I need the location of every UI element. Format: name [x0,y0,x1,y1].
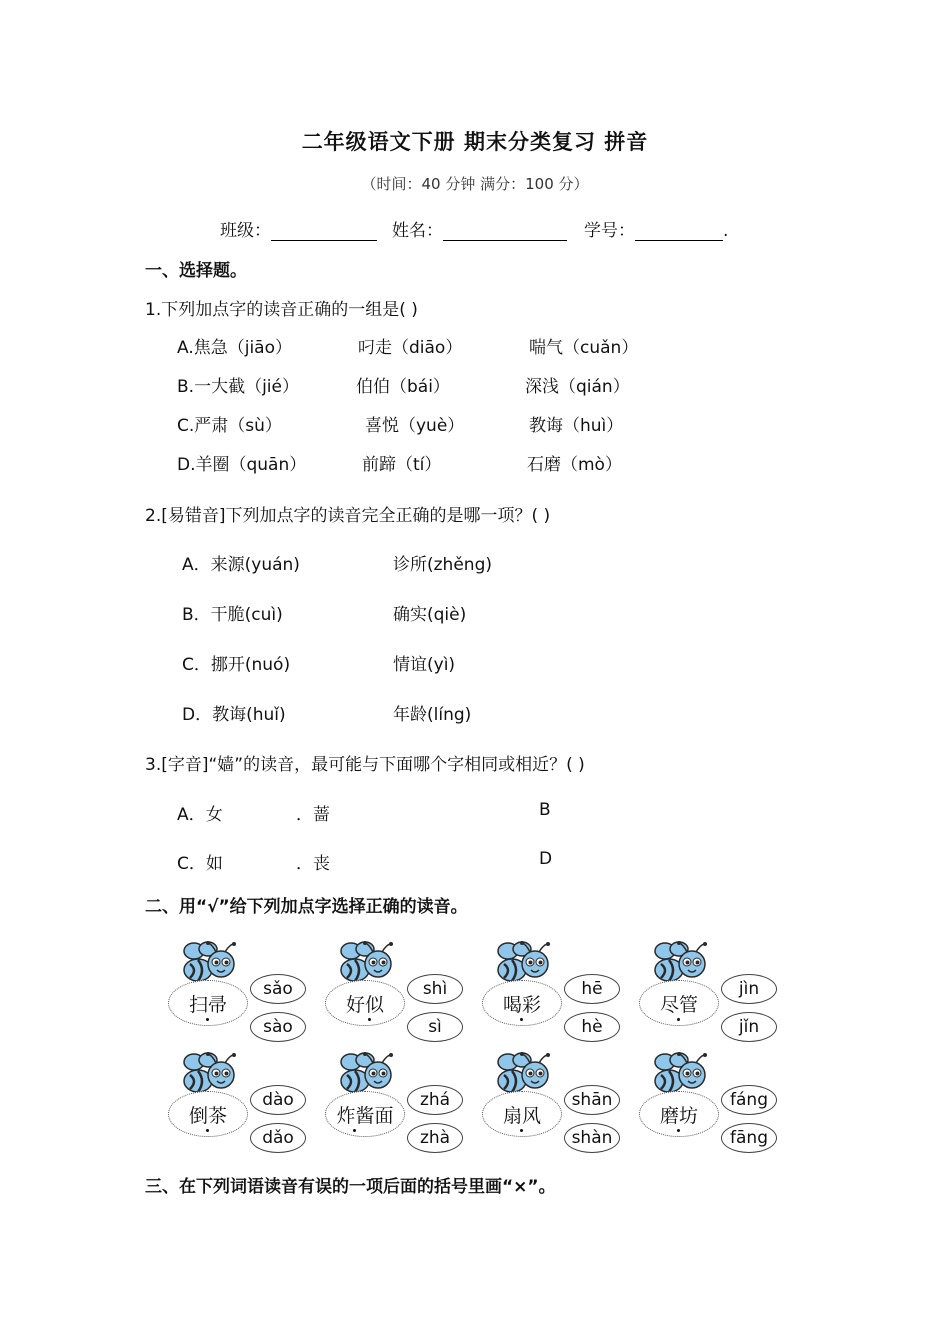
word-text: 扇风 [502,1104,541,1127]
pinyin-bottom-text: shàn [571,1128,613,1148]
pinyin-bottom-text: sì [428,1017,442,1037]
pinyin-bottom-text: zhà [419,1128,451,1148]
q1-option-b1[interactable]: B.一大截（jié） [177,377,299,397]
pinyin-item [168,946,328,1056]
pinyin-bottom-text: dǎo [262,1128,294,1148]
pinyin-top-text: jìn [738,979,760,999]
name-label: 姓名： [392,221,443,241]
q1-option-c1[interactable]: C.严肃（sù） [177,416,282,436]
q1-option-c2: 喜悦（yuè） [365,416,465,436]
word-text: 尽管 [659,993,698,1016]
pinyin-item [482,1057,642,1167]
pinyin-item [168,1057,328,1167]
pinyin-option-bottom[interactable] [564,1123,620,1153]
q1-option-a2: 叼走（diāo） [358,338,463,358]
q1-option-d3: 石磨（mò） [527,455,622,475]
q2-option-d[interactable]: D．教诲(huǐ) [182,705,286,725]
pinyin-option-bottom[interactable] [407,1012,463,1042]
class-field-group [220,216,377,241]
q3-option-b[interactable]: B [539,800,551,820]
q3-option-d[interactable]: D [539,849,553,869]
pinyin-option-top[interactable] [250,1085,306,1115]
q1-option-c3: 教诲（huì） [529,416,624,436]
page-title: 二年级语文下册 期末分类复习 拼音 [301,130,649,154]
pinyin-top-text: dào [262,1090,294,1110]
q1-option-d1[interactable]: D.羊圈（quān） [177,455,307,475]
pinyin-item [325,1057,485,1167]
id-label: 学号： [584,221,635,241]
pinyin-option-top[interactable] [564,974,620,1004]
emphasis-dot [520,1018,523,1021]
exam-time-score: （时间：40 分钟 满分：100 分） [361,175,589,193]
word-oval [325,980,405,1026]
word-text: 扫帚 [188,993,227,1016]
pinyin-top-text: shì [422,979,448,999]
pinyin-top-text: hē [581,979,603,999]
id-field-group [584,216,728,241]
pinyin-option-top[interactable] [564,1085,620,1115]
word-oval [325,1091,405,1137]
q2-option-a2: 诊所(zhěng) [393,555,492,575]
q1-text: 1.下列加点字的读音正确的一组是( ) [145,300,418,320]
id-end: . [723,221,729,241]
section2-heading: 二、用“√”给下列加点字选择正确的读音。 [145,897,468,917]
name-blank[interactable] [443,222,567,241]
pinyin-top-text: zhá [419,1090,451,1110]
section1-heading: 一、选择题。 [145,261,247,281]
pinyin-option-top[interactable] [721,974,777,1004]
q2-option-c[interactable]: C．挪开(nuó) [182,655,291,675]
q3-option-a[interactable]: A．女 [177,805,223,825]
emphasis-dot [677,1018,680,1021]
pinyin-option-bottom[interactable] [564,1012,620,1042]
q3-text: 3.[字音]“嫱”的读音，最可能与下面哪个字相同或相近？( ) [145,755,585,775]
section3-heading: 三、在下列词语读音有误的一项后面的括号里画“×”。 [145,1177,556,1197]
word-text: 炸酱面 [336,1104,394,1127]
q1-option-b3: 深浅（qián） [525,377,630,397]
word-text: 磨坊 [659,1104,698,1127]
pinyin-option-top[interactable] [250,974,306,1004]
q3-option-c2[interactable]: ．丧 [296,854,330,874]
id-blank[interactable] [635,222,723,241]
word-text: 倒茶 [188,1104,227,1127]
q2-option-b2: 确实(qiè) [393,605,467,625]
q1-option-a3: 喘气（cuǎn） [529,338,639,358]
pinyin-option-bottom[interactable] [721,1012,777,1042]
pinyin-item [639,1057,799,1167]
class-label: 班级： [220,221,271,241]
q2-option-a[interactable]: A．来源(yuán) [182,555,300,575]
q2-option-c2: 情谊(yì) [393,655,456,675]
word-text: 喝彩 [502,993,541,1016]
emphasis-dot [520,1129,523,1132]
pinyin-bottom-text: hè [581,1017,603,1037]
pinyin-bottom-text: fāng [730,1128,768,1148]
q2-text: 2.[易错音]下列加点字的读音完全正确的是哪一项？( ) [145,506,551,526]
pinyin-item [482,946,642,1056]
pinyin-bottom-text: jǐn [738,1017,760,1037]
pinyin-item [325,946,485,1056]
emphasis-dot [677,1129,680,1132]
q3-option-a2[interactable]: ．蔷 [296,805,330,825]
emphasis-dot [368,1018,371,1021]
q2-option-b[interactable]: B．干脆(cuì) [182,605,283,625]
q1-option-b2: 伯伯（bái） [356,377,450,397]
pinyin-option-bottom[interactable] [407,1123,463,1153]
pinyin-top-text: sǎo [263,979,293,999]
pinyin-option-top[interactable] [407,974,463,1004]
q1-option-d2: 前蹄（tí） [362,455,442,475]
word-text: 好似 [345,993,384,1016]
emphasis-dot [206,1018,209,1021]
name-field-group [392,216,567,241]
pinyin-option-bottom[interactable] [250,1012,306,1042]
q3-option-c[interactable]: C．如 [177,854,223,874]
q2-option-d2: 年龄(líng) [393,705,472,725]
pinyin-option-bottom[interactable] [250,1123,306,1153]
pinyin-top-text: fáng [730,1090,768,1110]
class-blank[interactable] [271,222,377,241]
pinyin-option-top[interactable] [721,1085,777,1115]
pinyin-item [639,946,799,1056]
emphasis-dot [206,1129,209,1132]
pinyin-top-text: shān [571,1090,613,1110]
pinyin-option-top[interactable] [407,1085,463,1115]
pinyin-bottom-text: sào [263,1017,293,1037]
q1-option-a1[interactable]: A.焦急（jiāo） [177,338,292,358]
emphasis-dot [353,1129,356,1132]
pinyin-option-bottom[interactable] [721,1123,777,1153]
